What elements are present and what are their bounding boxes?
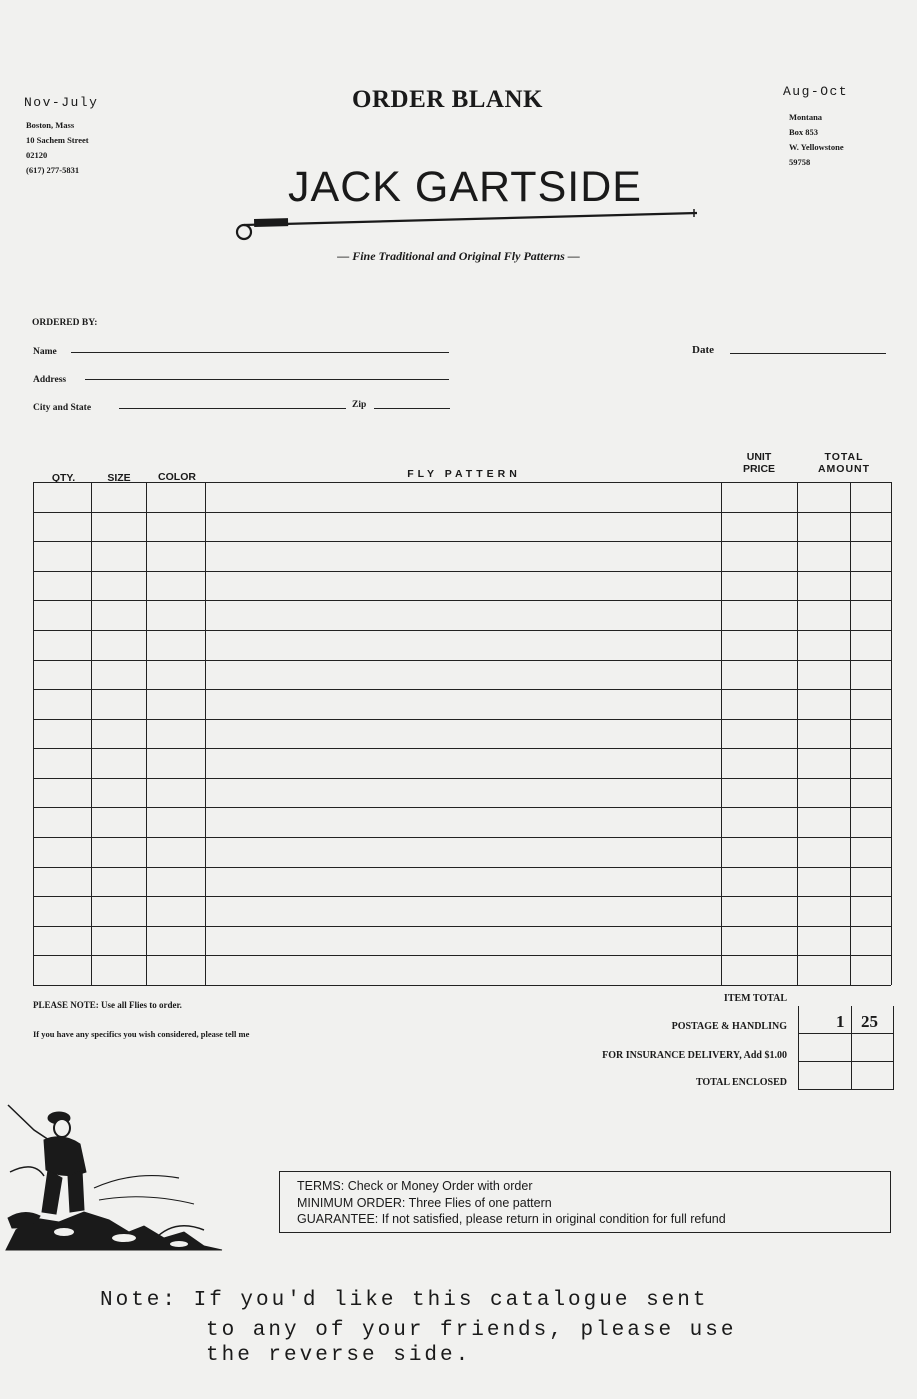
table-row-rule (33, 630, 891, 631)
total-enclosed-label: TOTAL ENCLOSED (695, 1077, 787, 1088)
fisherman-illustration (4, 1100, 224, 1255)
table-row-rule (33, 748, 891, 749)
specifics-note: If you have any specifics you wish considered, please tell me (33, 1029, 250, 1039)
address-line: Box 853 (789, 127, 819, 137)
table-row-rule (33, 955, 891, 956)
footnote-line: to any of your friends, please use (206, 1319, 737, 1342)
table-row-rule (33, 541, 891, 542)
table-row-rule (33, 719, 891, 720)
date-label: Date (692, 344, 714, 356)
table-column-rule (891, 482, 892, 985)
postage-cents: 25 (861, 1012, 878, 1031)
table-top-rule (33, 482, 891, 483)
table-row-rule (33, 985, 891, 986)
table-column-rule (91, 482, 92, 985)
size-header: SIZE (107, 472, 131, 484)
zip-label: Zip (352, 400, 367, 410)
tagline: — Fine Traditional and Original Fly Patterns — (337, 249, 580, 263)
footnote-line: Note: If you'd like this catalogue sent (100, 1289, 709, 1312)
minimum-order-text: MINIMUM ORDER: Three Flies of one pattern (297, 1196, 552, 1210)
qty-header: QTY. (51, 472, 76, 484)
unit-price-header-line: PRICE (742, 463, 776, 475)
table-column-rule (33, 482, 34, 985)
table-column-rule (205, 482, 206, 985)
form-title: ORDER BLANK (352, 86, 543, 113)
table-row-rule (33, 896, 891, 897)
table-row-rule (33, 571, 891, 572)
table-row-rule (33, 926, 891, 927)
total-amount-header-line: AMOUNT (817, 463, 871, 475)
total-amount-header-line: TOTAL (824, 451, 864, 463)
table-row-rule (33, 867, 891, 868)
terms-box (279, 1171, 891, 1233)
table-row-rule (33, 837, 891, 838)
table-column-rule (850, 482, 851, 985)
footnote-line: the reverse side. (206, 1344, 472, 1367)
city-state-label: City and State (33, 403, 92, 413)
table-row-rule (33, 660, 891, 661)
color-header: COLOR (158, 471, 196, 483)
table-row-rule (33, 689, 891, 690)
address-line: 02120 (26, 150, 48, 160)
guarantee-text: GUARANTEE: If not satisfied, please return in original condition for full refund (297, 1212, 726, 1226)
address-line: Boston, Mass (26, 120, 75, 130)
season-label-left: Nov-July (24, 95, 99, 110)
terms-text: TERMS: Check or Money Order with order (297, 1179, 533, 1193)
unit-price-header-line: UNIT (746, 451, 772, 463)
name-label: Name (33, 347, 57, 357)
season-label-right: Aug-Oct (783, 84, 849, 99)
fly-pattern-header: FLY PATTERN (407, 468, 521, 480)
table-row-rule (33, 512, 891, 513)
item-total-label: ITEM TOTAL (723, 993, 787, 1004)
brand-name: JACK GARTSIDE (288, 163, 642, 211)
postage-label: POSTAGE & HANDLING (671, 1021, 787, 1032)
address-label: Address (33, 375, 67, 385)
table-column-rule (146, 482, 147, 985)
address-line: 10 Sachem Street (26, 135, 89, 145)
table-column-rule (721, 482, 722, 985)
totals-box (798, 1006, 894, 1090)
insurance-label: FOR INSURANCE DELIVERY, Add $1.00 (602, 1050, 787, 1061)
table-row-rule (33, 778, 891, 779)
address-line: Montana (789, 112, 823, 122)
address-line: 59758 (789, 157, 811, 167)
ordered-by-label: ORDERED BY: (32, 318, 98, 328)
address-line: W. Yellowstone (789, 142, 844, 152)
table-column-rule (797, 482, 798, 985)
table-row-rule (33, 600, 891, 601)
postage-dollars: 1 (836, 1012, 845, 1031)
table-row-rule (33, 807, 891, 808)
address-line: (617) 277-5831 (26, 165, 80, 175)
please-note: PLEASE NOTE: Use all Flies to order. (33, 1000, 182, 1010)
